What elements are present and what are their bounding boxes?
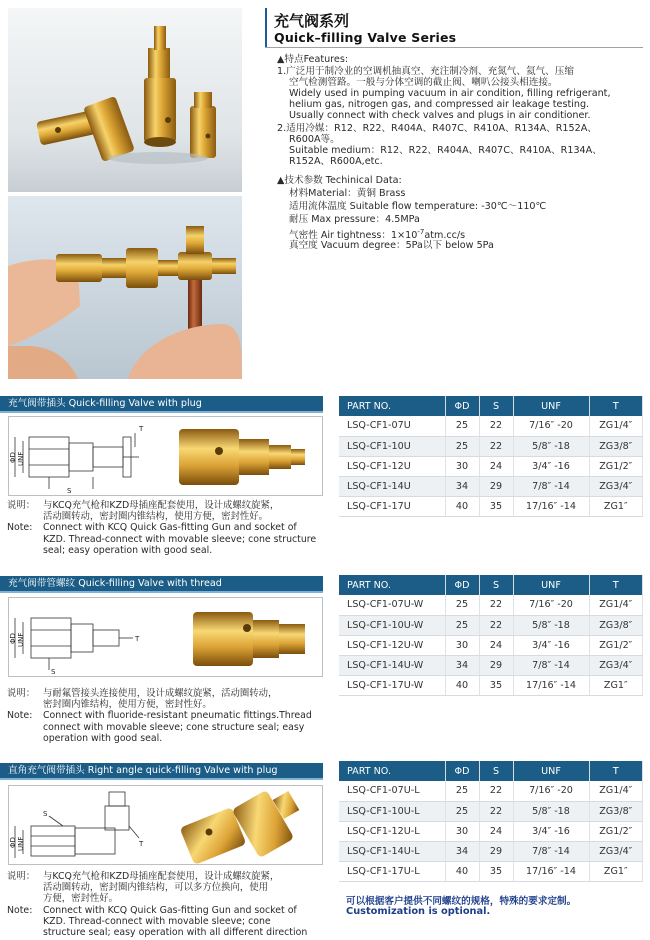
table-cell: LSQ-CF1-10U-W	[339, 615, 445, 635]
tech-unit: atm.cc/s	[424, 230, 466, 242]
table-cell: 25	[445, 801, 479, 821]
table-cell: 24	[479, 635, 513, 655]
table-cell: 7/8″ -14	[513, 655, 589, 675]
table-cell: LSQ-CF1-17U-W	[339, 675, 445, 695]
table-cell: 7/16″ -20	[513, 416, 589, 436]
col-header: S	[479, 396, 513, 416]
table-row	[339, 861, 643, 881]
section-header: 直角充气阀带插头 Right angle quick-filling Valve with plug	[0, 763, 323, 780]
table-cell: ZG1″	[589, 861, 643, 881]
diagram-label-unf: UNF	[17, 836, 25, 851]
tech-line: 真空度 Vacuum degree：5Pa以下 below 5Pa	[289, 240, 494, 251]
tech-line: 耐压 Max pressure：4.5MPa	[289, 214, 420, 225]
customization-note-en: Customization is optional.	[346, 906, 491, 917]
table-cell: 34	[445, 476, 479, 496]
table-cell: 22	[479, 416, 513, 436]
table-cell: 22	[479, 781, 513, 801]
col-header: T	[589, 575, 643, 595]
table-cell: 5/8″ -18	[513, 615, 589, 635]
features-line: 2.适用冷媒：R12、R22、R404A、R407C、R410A、R134A、R152A、	[277, 123, 597, 134]
section-header: 充气阀带管螺纹 Quick-filling Valve with thread	[0, 576, 323, 593]
table-cell: ZG1/2″	[589, 821, 643, 841]
table-cell: 29	[479, 655, 513, 675]
table-cell: 34	[445, 655, 479, 675]
col-header: PART NO.	[339, 396, 445, 416]
features-line: R600A等。	[289, 134, 340, 145]
col-header: UNF	[513, 575, 589, 595]
table-cell: 22	[479, 615, 513, 635]
table-cell: 30	[445, 635, 479, 655]
table-cell: LSQ-CF1-10U-L	[339, 801, 445, 821]
table-row	[339, 436, 643, 456]
diagram-label-s: S	[51, 668, 56, 676]
table-cell: ZG3/8″	[589, 615, 643, 635]
table-cell: ZG3/8″	[589, 801, 643, 821]
table-cell: 24	[479, 821, 513, 841]
table-cell: 24	[479, 456, 513, 476]
table-cell: 29	[479, 476, 513, 496]
table-cell: ZG3/8″	[589, 436, 643, 456]
title-divider	[265, 47, 643, 48]
features-line: R152A、R600A,etc.	[289, 156, 383, 167]
col-header: UNF	[513, 761, 589, 781]
table-cell: LSQ-CF1-17U	[339, 496, 445, 516]
col-header: S	[479, 761, 513, 781]
table-row	[339, 615, 643, 635]
features-line: Widely used in pumping vacuum in air condition, filling refrigerant,	[289, 88, 611, 99]
table-cell: ZG1″	[589, 496, 643, 516]
table-cell: 40	[445, 861, 479, 881]
table-cell: 7/16″ -20	[513, 781, 589, 801]
section-note: 说明： 与KCQ充气枪和KZD母插座配套使用，设计成螺纹旋紧， 活动圈转动，密封圈内锥结构，使用方便，密封性好。 Note: Connect with KCQ Quick Gas-fitting Gun and socket of KZD. Thread-connect with movable sleeve; cone structure seal; easy operation with good seal.	[7, 500, 317, 556]
features-line: helium gas, nitrogen gas, and compressed air leakage testing.	[289, 99, 590, 110]
table-cell: 35	[479, 496, 513, 516]
diagram-label-s: S	[67, 487, 72, 495]
tech-superscript: -7	[417, 228, 425, 236]
col-header: ΦD	[445, 396, 479, 416]
col-header: PART NO.	[339, 761, 445, 781]
features-line: 1.广泛用于制冷业的空调机抽真空、充注制冷剂、充氮气、氦气、压缩	[277, 66, 574, 77]
diagram-label-t: T	[135, 635, 140, 643]
diagram-label-t: T	[139, 840, 144, 848]
table-cell: LSQ-CF1-14U-W	[339, 655, 445, 675]
table-row	[339, 675, 643, 695]
table-cell: LSQ-CF1-07U	[339, 416, 445, 436]
table-cell: LSQ-CF1-14U-L	[339, 841, 445, 861]
col-header: UNF	[513, 396, 589, 416]
col-header: ΦD	[445, 761, 479, 781]
tech-line: 适用流体温度 Suitable flow temperature: -30℃～110℃	[289, 201, 547, 212]
table-cell: 3/4″ -16	[513, 635, 589, 655]
features-line: Usually connect with check valves and plugs in air conditioner.	[289, 110, 591, 121]
table-cell: ZG1/4″	[589, 595, 643, 615]
table-row	[339, 595, 643, 615]
series-title-en: Quick–filling Valve Series	[274, 30, 457, 45]
section-header: 充气阀带插头 Quick-filling Valve with plug	[0, 396, 323, 413]
table-cell: 40	[445, 496, 479, 516]
col-header: T	[589, 396, 643, 416]
table-cell: LSQ-CF1-12U	[339, 456, 445, 476]
table-row	[339, 821, 643, 841]
table-cell: 5/8″ -18	[513, 801, 589, 821]
tech-line: 气密性 Air tightness：$1\times 10^{-7}atm.cc/s$	[289, 228, 466, 242]
tech-line: 材料Material：黄铜 Brass	[289, 188, 406, 199]
table-cell: 30	[445, 456, 479, 476]
table-cell: LSQ-CF1-17U-L	[339, 861, 445, 881]
table-cell: ZG1/4″	[589, 781, 643, 801]
features-heading: ▲特点Features:	[277, 54, 349, 65]
table-cell: 7/16″ -20	[513, 595, 589, 615]
table-cell: 5/8″ -18	[513, 436, 589, 456]
table-row	[339, 476, 643, 496]
table-cell: 17/16″ -14	[513, 496, 589, 516]
table-cell: 7/8″ -14	[513, 476, 589, 496]
product-photo-fittings	[8, 8, 242, 192]
spec-table	[339, 575, 643, 696]
table-cell: 25	[445, 595, 479, 615]
series-title-cn: 充气阀系列	[274, 12, 350, 30]
table-cell: 29	[479, 841, 513, 861]
table-cell: ZG1/4″	[589, 416, 643, 436]
table-cell: 17/16″ -14	[513, 861, 589, 881]
section-figure	[8, 597, 323, 677]
table-cell: LSQ-CF1-12U-L	[339, 821, 445, 841]
table-cell: LSQ-CF1-12U-W	[339, 635, 445, 655]
table-row	[339, 801, 643, 821]
table-row	[339, 416, 643, 436]
customization-note-cn: 可以根据客户提供不同螺纹的规格，特殊的要求定制。	[346, 896, 577, 907]
table-cell: ZG3/4″	[589, 655, 643, 675]
col-header: PART NO.	[339, 575, 445, 595]
table-cell: 35	[479, 675, 513, 695]
table-cell: 17/16″ -14	[513, 675, 589, 695]
table-cell: 30	[445, 821, 479, 841]
spec-table	[339, 761, 643, 882]
table-cell: 22	[479, 801, 513, 821]
table-cell: 25	[445, 416, 479, 436]
diagram-label-s: S	[43, 810, 48, 818]
table-row	[339, 841, 643, 861]
section-figure	[8, 785, 323, 865]
diagram-label-d: ΦD	[9, 837, 17, 848]
table-cell: ZG1″	[589, 675, 643, 695]
section-figure	[8, 416, 323, 496]
table-cell: 35	[479, 861, 513, 881]
table-cell: LSQ-CF1-07U-W	[339, 595, 445, 615]
table-cell: LSQ-CF1-14U	[339, 476, 445, 496]
table-cell: LSQ-CF1-10U	[339, 436, 445, 456]
table-row	[339, 496, 643, 516]
table-cell: ZG1/2″	[589, 456, 643, 476]
table-row	[339, 635, 643, 655]
table-cell: LSQ-CF1-07U-L	[339, 781, 445, 801]
product-photo-in-hand	[8, 196, 242, 379]
features-line: 空气检测管路。一般与分体空调的截止阀、喇叭公接头相连接。	[289, 77, 558, 88]
table-cell: 25	[445, 781, 479, 801]
diagram-label-d: ΦD	[9, 633, 17, 644]
col-header: S	[479, 575, 513, 595]
table-cell: 25	[445, 436, 479, 456]
table-cell: 3/4″ -16	[513, 456, 589, 476]
diagram-label-t: T	[139, 425, 144, 433]
col-header: T	[589, 761, 643, 781]
diagram-label-unf: UNF	[17, 451, 25, 466]
tech-heading: ▲技术参数 Techinical Data:	[277, 175, 402, 186]
spec-table	[339, 396, 643, 517]
table-row	[339, 781, 643, 801]
table-cell: 40	[445, 675, 479, 695]
title-accent-bar	[265, 8, 267, 47]
table-cell: ZG1/2″	[589, 635, 643, 655]
table-cell: ZG3/4″	[589, 476, 643, 496]
features-line: Suitable medium：R12、R22、R404A、R407C、R410A、R134A、	[289, 145, 602, 156]
table-row	[339, 655, 643, 675]
table-cell: 7/8″ -14	[513, 841, 589, 861]
table-cell: 22	[479, 595, 513, 615]
table-cell: 34	[445, 841, 479, 861]
section-note: 说明： 与KCQ充气枪和KZD母插座配套使用，设计成螺纹旋紧， 活动圈转动，密封圈内锥结构，可以多方位换向，使用 方便，密封性好。 Note: Connect with KCQ Quick Gas-fitting Gun and socket of KZD. Thread-connect with movable sleeve; cone structure seal; easy operation with all different direction	[7, 871, 308, 939]
table-cell: ZG3/4″	[589, 841, 643, 861]
section-note: 说明： 与耐氟管接头连接使用，设计成螺纹旋紧，活动圈转动， 密封圈内锥结构，使用方便，密封性好。 Note: Connect with fluoride-resistant pneumatic fittings.Thread connect with movable sleeve; cone structure seal; easy operation with good seal.	[7, 688, 312, 744]
table-cell: 25	[445, 615, 479, 635]
col-header: ΦD	[445, 575, 479, 595]
table-row	[339, 456, 643, 476]
table-cell: 3/4″ -16	[513, 821, 589, 841]
diagram-label-unf: UNF	[17, 632, 25, 647]
table-cell: 22	[479, 436, 513, 456]
diagram-label-d: ΦD	[9, 452, 17, 463]
